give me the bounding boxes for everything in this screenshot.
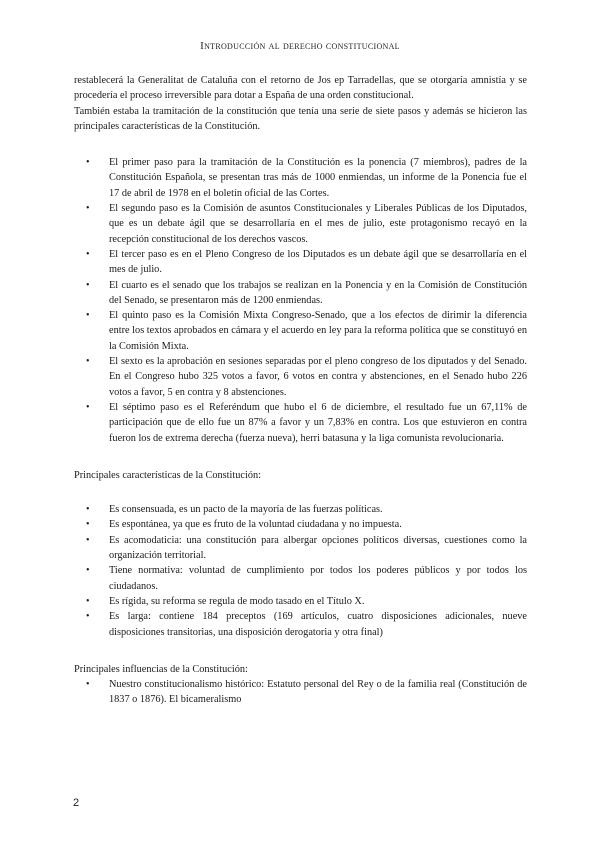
list-item: • El quinto paso es la Comisión Mixta Congreso-Senado, que a los efectos de dirimir la diferencia entre los textos aprobados en cámara y el acuerdo en ley para la reforma política que se constituyó en la Comisión Mixta.: [74, 308, 527, 354]
intro-paragraph-2: También estaba la tramitación de la constitución que tenía una serie de siete pasos y además se hicieron las principales características de la Constitución.: [74, 105, 527, 132]
list-item: • Es rígida, su reforma se regula de modo tasado en el Título X.: [74, 594, 527, 609]
page-number: 2: [73, 797, 80, 809]
list-item: • El tercer paso es en el Pleno Congreso de los Diputados es un debate ágil que se desarrollaría en el mes de julio.: [74, 247, 527, 278]
list-item: • Es espontánea, ya que es fruto de la voluntad ciudadana y no impuesta.: [74, 517, 527, 532]
list-item: • El primer paso para la tramitación de la Constitución es la ponencia (7 miembros), padres de la Constitución Española, se presentan tras más de 1000 enmiendas, un informe de la Ponencia fue el 17 de abril de 1978 en el boletín oficial de las Cortes.: [74, 155, 527, 201]
list-item: • El sexto es la aprobación en sesiones separadas por el pleno congreso de los diputados y del Senado. En el Congreso hubo 325 votos a favor, 6 votos en contra y abstenciones, en el Senado hubo 226 votos a favor, 5 en contra y 8 abstenciones.: [74, 354, 527, 400]
list-item: • El cuarto es el senado que los trabajos se realizan en la Ponencia y en la Comisión de Constitución del Senado, se presentaron más de 1200 enmiendas.: [74, 278, 527, 309]
features-heading: Principales características de la Constitución:: [74, 469, 261, 481]
intro-paragraph-1: restablecerá la Generalitat de Cataluña con el retorno de Jos ep Tarradellas, que se otorgaría amnistía y se procedería el proceso irreversible para dotar a España de una orden constitucional.: [74, 75, 527, 102]
list-item: • Es acomodaticia: una constitución para albergar opciones políticos diversas, cuestiones como la organización territorial.: [74, 533, 527, 564]
list-item: • El segundo paso es la Comisión de asuntos Constitucionales y Liberales Públicas de los Diputados, que es un debate ágil que se desarrollaría en el mes de julio, este protagonismo recayó en la recepción constitucional de los derechos vascos.: [74, 201, 527, 247]
influences-list: [74, 677, 527, 708]
list-item: • Es consensuada, es un pacto de la mayoría de las fuerzas políticas.: [74, 502, 527, 517]
list-item: • Es larga: contiene 184 preceptos (169 artículos, cuatro disposiciones adicionales, nueve disposiciones transitorias, una disposición derogatoria y otra final): [74, 609, 527, 640]
influences-heading: Principales influencias de la Constitución:: [74, 663, 248, 675]
constitution-steps-list: [74, 155, 527, 446]
features-list: [74, 502, 527, 640]
list-item: • Tiene normativa: voluntad de cumplimiento por todos los poderes públicos y por todos los ciudadanos.: [74, 563, 527, 594]
list-item: • El séptimo paso es el Referéndum que hubo el 6 de diciembre, el resultado fue un 67,11% de participación que de ello fue un 87% a favor y un 7,83% en contra. Los que estuvieron en contra fueron los de extrema derecha (fuerza nueva), herri batasuna y la liga comunista revolucionaria.: [74, 400, 527, 446]
page-body: [74, 73, 527, 708]
list-item: • Nuestro constitucionalismo histórico: Estatuto personal del Rey o de la familia real (Constitución de 1837 o 1876). El bicameralismo: [74, 677, 527, 708]
running-header: Introducción al derecho constitucional: [200, 40, 400, 52]
